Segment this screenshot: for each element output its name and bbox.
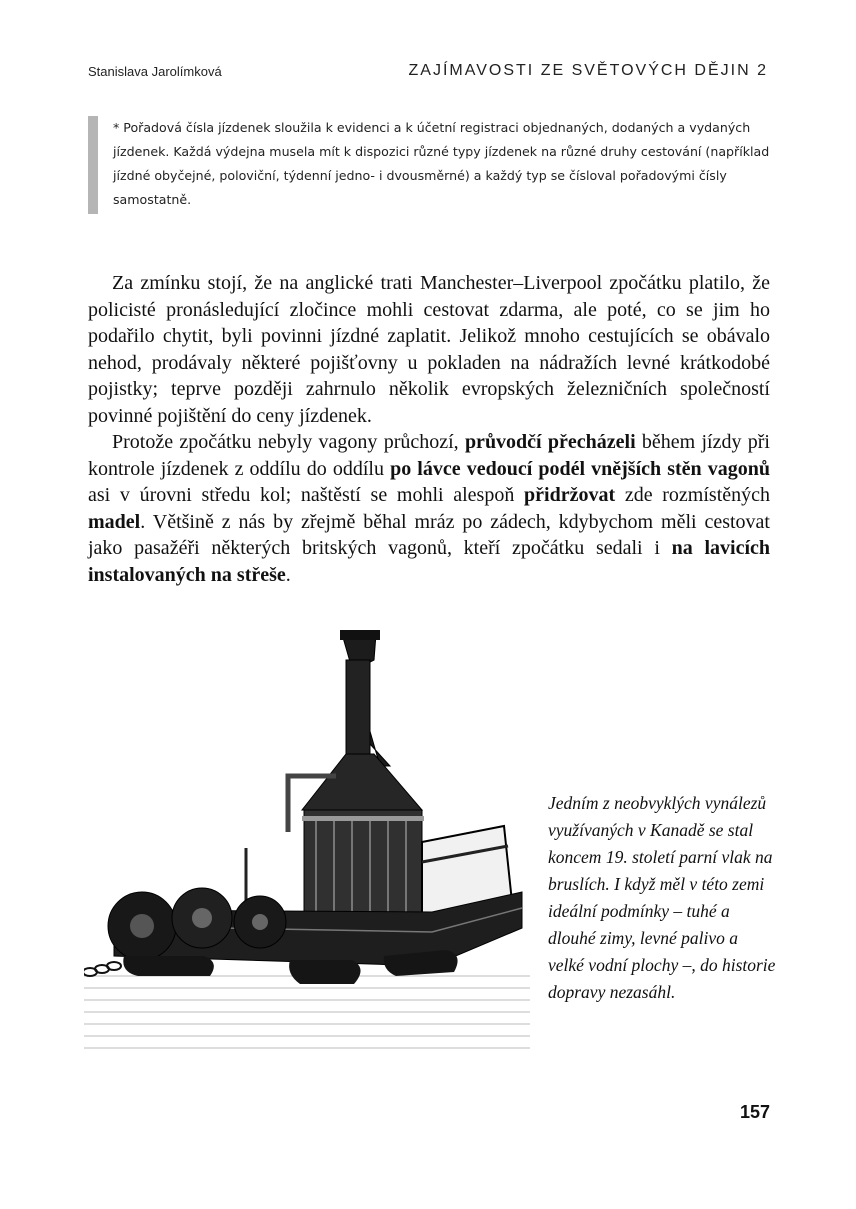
p2-seg: zde rozmístěných: [615, 484, 770, 506]
p2-bold: průvodčí přecházeli: [464, 431, 636, 453]
footnote-text: * Pořadová čísla jízdenek sloužila k evidenci a k účetní registraci objednaných, dodaných a vydaných jízdenek. Každá výdejna musela mít k dispozici různé typy jízdenek na různé druhy cestování (například jízdné obyčejné, poloviční, týdenní jedno- i dvousměrné) a každý typ se čísloval pořadovými čísly samostatně.: [113, 120, 770, 207]
p2-seg: Protože zpočátku nebyly vagony průchozí,: [112, 431, 465, 453]
paragraph-2: [88, 429, 770, 588]
steam-train-on-skates-illustration: [84, 626, 530, 1062]
running-header-author: Stanislava Jarolímková: [88, 64, 222, 79]
boiler-cone: [302, 754, 422, 810]
p2-bold: madel: [88, 510, 141, 533]
p2-seg: asi v úrovni středu kol; naštěstí se mohli alespoň: [88, 484, 525, 506]
page-number: 157: [739, 1102, 770, 1122]
skate: [289, 960, 360, 984]
p2-seg: .: [285, 563, 291, 586]
p2-bold: po lávce vedoucí podél vnějších stěn vagonů: [390, 457, 771, 480]
footnote-box: [88, 116, 774, 214]
p2-bold: na lavicích instalovaných na střeše: [88, 537, 770, 586]
p2-seg: během jízdy při kontrole jízdenek z oddílu do oddílu: [88, 431, 770, 480]
paragraph-1: Za zmínku stojí, že na anglické trati Manchester–Liverpool zpočátku platilo, že policisté pronásledující zločince mohli cestovat zdarma, ale poté, co se jim ho podařilo chytit, byli povinni jízdné zaplatit. Jelikož mnoho cestujících se obávalo nehod, prodávaly některé pojišťovny u pokladen na nádražích levné krátkodobé pojistky; teprve později zahrnulo několik evropských železničních společností povinné pojištění do ceny jízdenek.: [88, 272, 770, 427]
chain: [84, 962, 121, 976]
skate: [123, 956, 214, 976]
main-text: [88, 270, 770, 588]
running-header-title: ZAJÍMAVOSTI ZE SVĚTOVÝCH DĚJIN 2: [408, 62, 768, 79]
p2-bold: přidržovat: [524, 484, 616, 506]
boiler: [304, 810, 422, 928]
illustration-caption: Jedním z neobvyklých vynálezů využívaných v Kanadě se stal koncem 19. století parní vlak na bruslích. I když měl v této zemi ideální podmínky – tuhé a dlouhé zimy, levné palivo a velké vodní plochy –, do historie dopravy nezasáhl.: [548, 793, 776, 1002]
p2-seg: . Většině z nás by zřejmě běhal mráz po zádech, kdybychom měli cestovat jako pasažéři některých britských vagonů, kteří zpočátku sedali i: [88, 510, 770, 559]
